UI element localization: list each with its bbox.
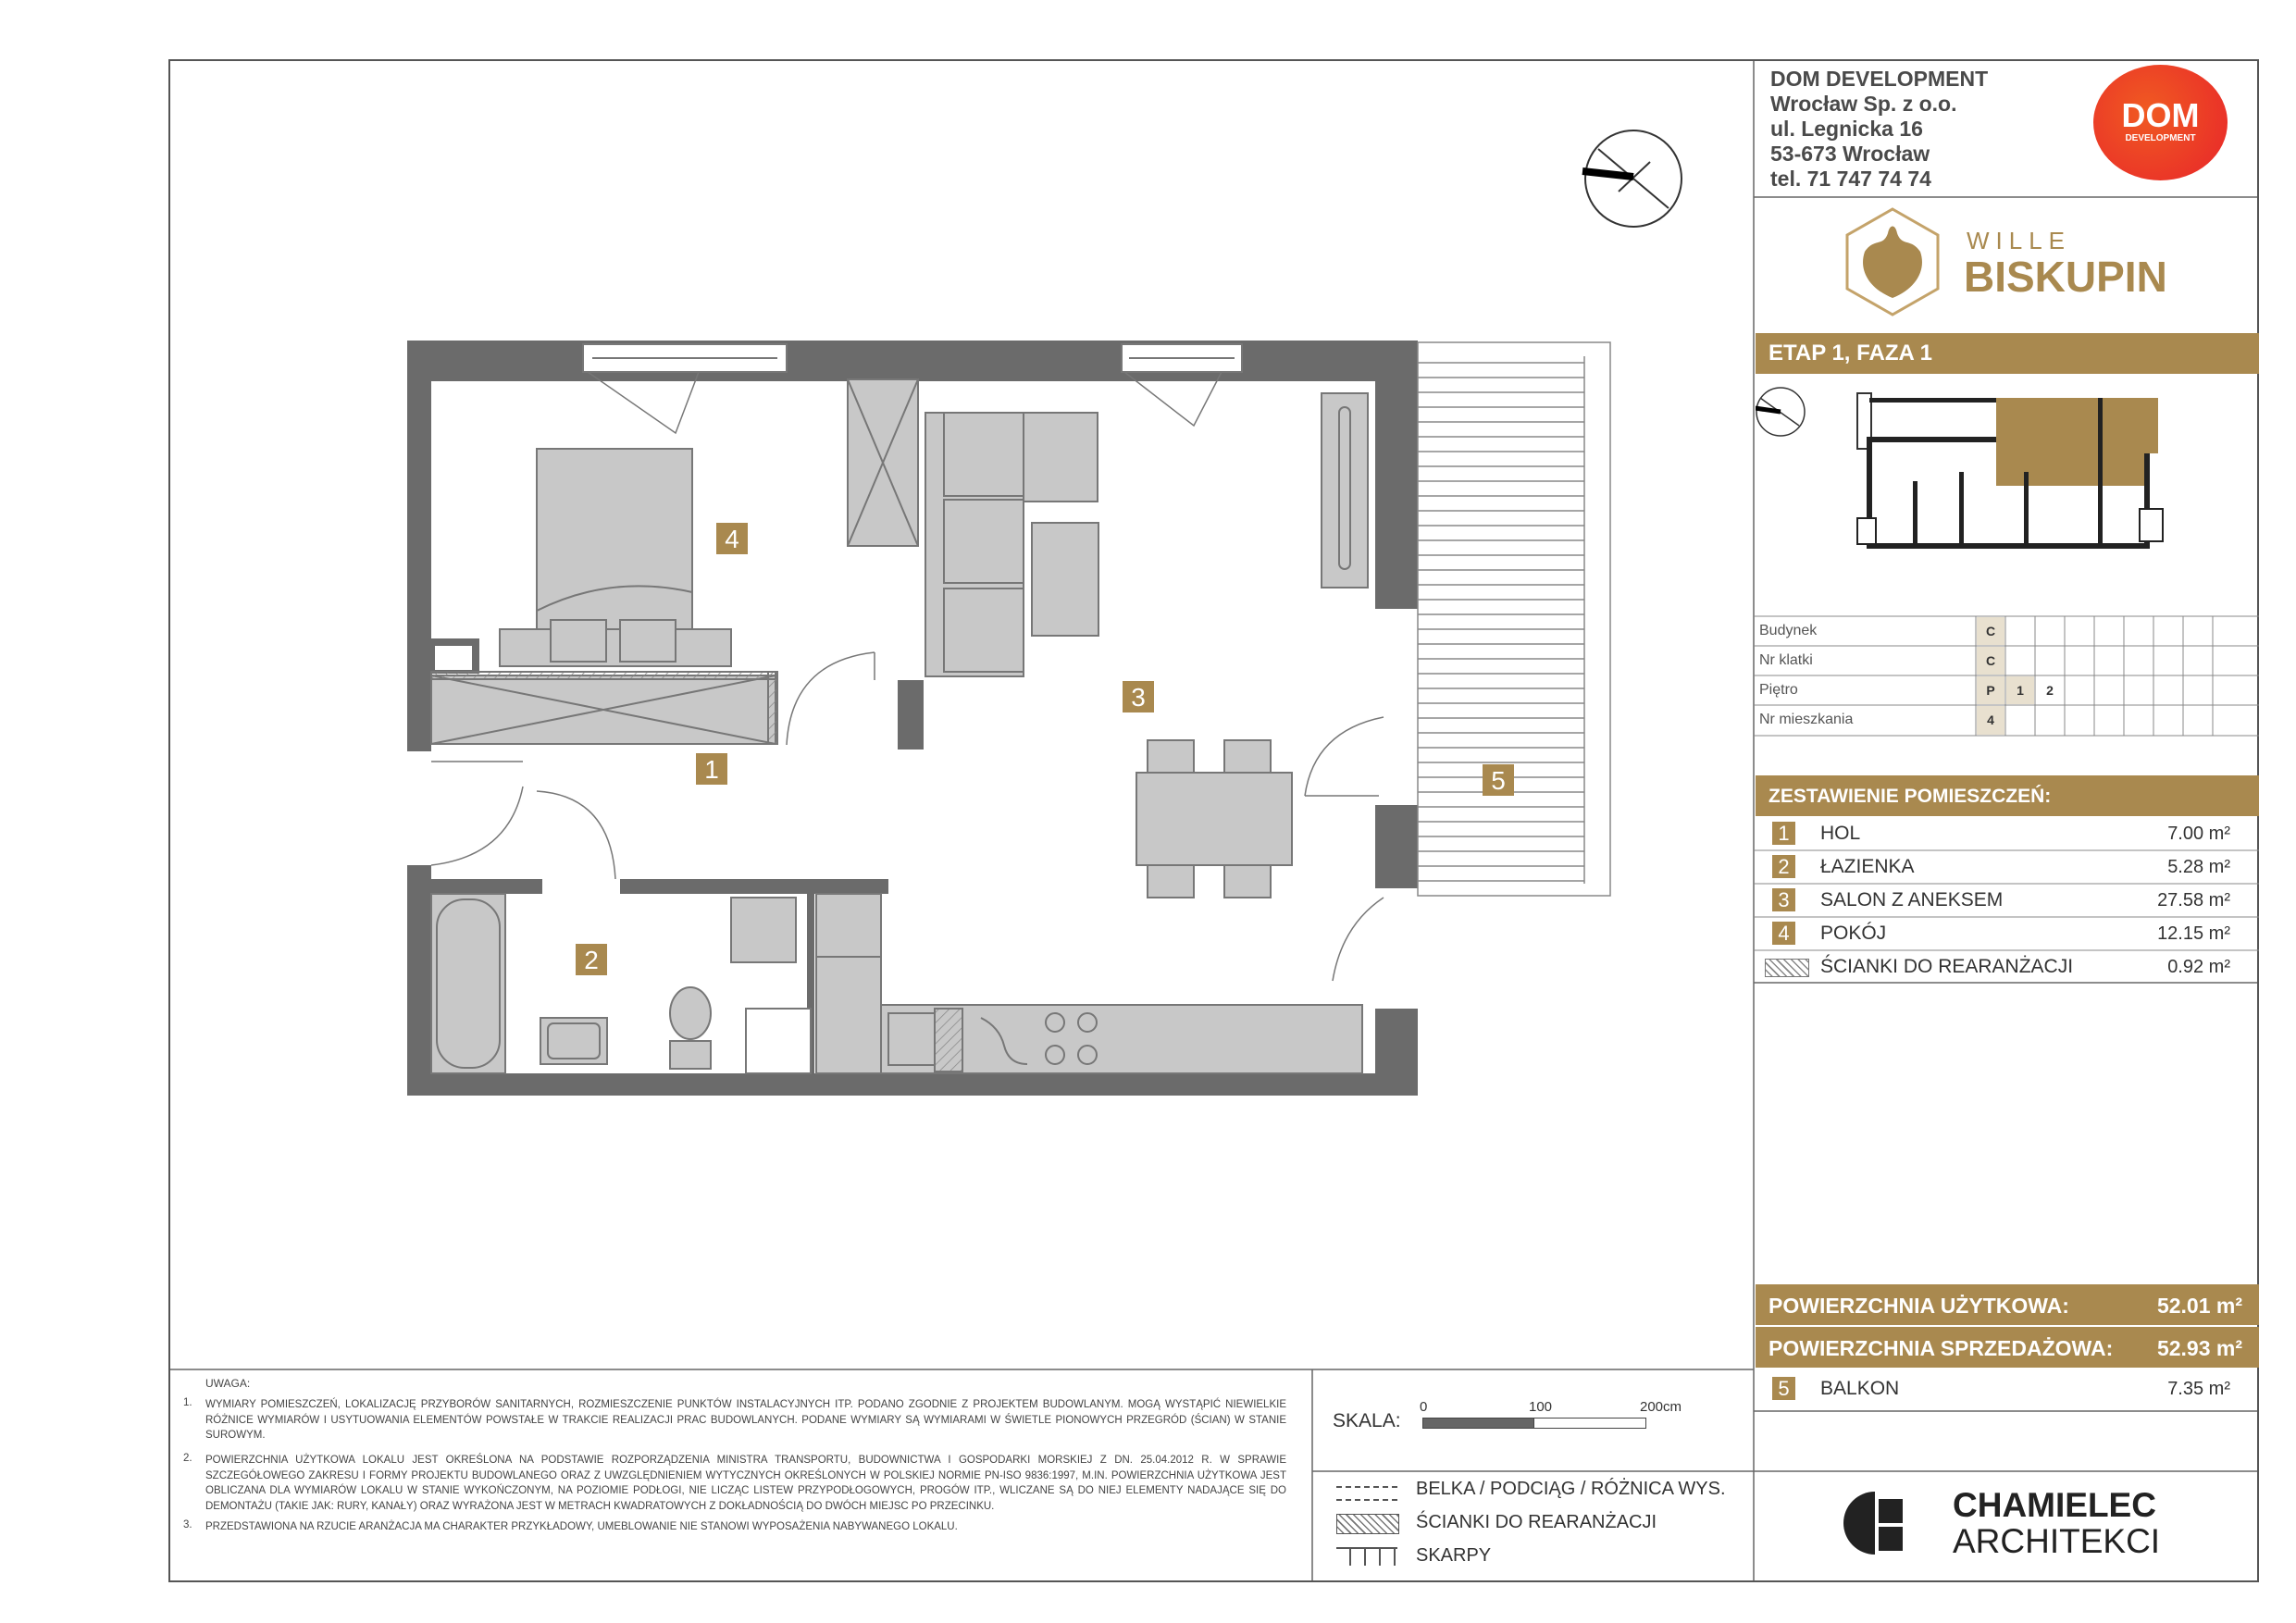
info-label-staircase: Nr klatki bbox=[1759, 652, 1813, 668]
note-number: 2. bbox=[183, 1453, 192, 1464]
rooms-header: ZESTAWIENIE POMIESZCZEŃ: bbox=[1756, 775, 2259, 816]
scale-bar-empty bbox=[1533, 1418, 1646, 1429]
company-street: ul. Legnicka 16 bbox=[1770, 117, 1923, 141]
chamielec-logo-mark bbox=[1842, 1490, 1908, 1556]
reveal-icon bbox=[1336, 1547, 1397, 1566]
dashed-lines-icon bbox=[1336, 1486, 1397, 1501]
info-value-floor-p: P bbox=[1986, 683, 1995, 698]
note-text: PRZEDSTAWIONA NA RZUCIE ARANŻACJA MA CHARAKTER PRZYKŁADOWY, UMEBLOWANIE NIE STANOWI WYPOSAŻENIA NABYWANEGO LOKALU. bbox=[205, 1521, 958, 1532]
usable-area-band bbox=[1756, 1284, 2259, 1325]
sales-area-label: POWIERZCHNIA SPRZEDAŻOWA: bbox=[1769, 1336, 2114, 1360]
company-city: 53-673 Wrocław bbox=[1770, 142, 1930, 166]
room-name: SALON Z ANEKSEM bbox=[1820, 889, 2004, 911]
info-value-floor-1: 1 bbox=[2017, 683, 2024, 698]
company-phone: tel. 71 747 74 74 bbox=[1770, 167, 1931, 191]
room-num: 1 bbox=[1772, 822, 1795, 845]
plan-label-5: 5 bbox=[1483, 764, 1514, 796]
key-plan bbox=[1756, 379, 2259, 620]
legend-reveals: SKARPY bbox=[1416, 1545, 1492, 1566]
architect-line1: CHAMIELEC bbox=[1953, 1486, 2156, 1524]
stage-band: ETAP 1, FAZA 1 bbox=[1756, 333, 2259, 374]
hatch-icon bbox=[1336, 1514, 1399, 1534]
sales-area-value: 52.93 m² bbox=[2156, 1336, 2242, 1360]
note-text: POWIERZCHNIA UŻYTKOWA LOKALU JEST OKREŚLONA NA PODSTAWIE ROZPORZĄDZENIA MINISTRA TRANSPORTU, BUDOWNICTWA I GOSPODARKI MORSKIEJ Z DN. 25.04.2012 R. W SPRAWIE SZCZEGÓŁOWEGO ZAKRESU I FORMY PROJEKTU BUDOWLANEGO ORAZ Z UWZGLĘDNIENIEM WYTYCZNYCH OKREŚLONYCH W POLSKIEJ NORMIE PN-ISO 9836:1997, M.IN. POWIERZCHNIA UŻYTKOWA JEST OBLICZANA DLA WYMIARÓW LOKALU W STANIE WYKOŃCZONYM, NA POZIOMIE PODŁOGI, NIE LICZĄC LISTEW PRZYPODŁOGOWYCH, PROGÓW ITP., WLICZANE SĄ DO NIEJ ELEMENTY NADAJĄCE SIĘ DO DEMONTAŻU (TAKIE JAK: RURY, KANAŁY) ORAZ WYRAŻONA JEST W METRACH KWADRATOWYCH Z DOKŁADNOŚCIĄ DO DWÓCH MIEJSC PO PRZECINKU. bbox=[205, 1455, 1286, 1512]
sales-area-band bbox=[1756, 1327, 2259, 1368]
company-line2: Wrocław Sp. z o.o. bbox=[1770, 92, 1957, 116]
info-label-building: Budynek bbox=[1759, 623, 1818, 638]
company-address bbox=[1770, 67, 1988, 192]
brand-top: WILLE bbox=[1967, 227, 2072, 254]
room-area: 27.58 m² bbox=[2157, 890, 2230, 911]
room-area: 12.15 m² bbox=[2157, 923, 2230, 944]
room-num: 3 bbox=[1772, 888, 1795, 911]
note-number: 3. bbox=[183, 1519, 192, 1530]
info-label-floor: Piętro bbox=[1759, 682, 1798, 698]
info-value-floor-2: 2 bbox=[2046, 683, 2054, 698]
room-num: 2 bbox=[1772, 855, 1795, 878]
legend-beam: BELKA / PODCIĄG / RÓŻNICA WYS. bbox=[1416, 1479, 1726, 1499]
rooms-separators bbox=[1754, 849, 2259, 988]
usable-area-label: POWIERZCHNIA UŻYTKOWA: bbox=[1769, 1294, 2069, 1318]
company-name: DOM DEVELOPMENT bbox=[1770, 67, 1989, 91]
room-name: HOL bbox=[1820, 823, 1861, 844]
balcony-num: 5 bbox=[1772, 1377, 1795, 1400]
architect-line2: ARCHITEKCI bbox=[1953, 1522, 2161, 1560]
usable-area-value: 52.01 m² bbox=[2156, 1294, 2242, 1318]
scale-bar bbox=[1422, 1418, 1535, 1429]
oak-leaf-icon bbox=[1842, 205, 1943, 318]
room-name: ŚCIANKI DO REARANŻACJI bbox=[1820, 956, 2074, 977]
scale-tick-0: 0 bbox=[1420, 1399, 1428, 1415]
note-number: 1. bbox=[183, 1397, 192, 1408]
room-name: POKÓJ bbox=[1820, 923, 1887, 944]
info-value-building: C bbox=[1985, 624, 1996, 638]
plan-label-4: 4 bbox=[716, 523, 748, 554]
balcony-area: 7.35 m² bbox=[2167, 1379, 2230, 1399]
room-name: ŁAZIENKA bbox=[1820, 856, 1915, 877]
plan-label-1: 1 bbox=[696, 753, 727, 785]
scale-tick-200: 200cm bbox=[1640, 1399, 1682, 1415]
legend-partitions: ŚCIANKI DO REARANŻACJI bbox=[1416, 1512, 1657, 1532]
logo-subtext: DEVELOPMENT bbox=[2125, 133, 2196, 143]
info-value-staircase: C bbox=[1985, 653, 1996, 668]
info-label-apartment: Nr mieszkania bbox=[1759, 712, 1854, 727]
plan-label-3: 3 bbox=[1123, 681, 1154, 712]
notes-title: UWAGA: bbox=[205, 1377, 251, 1390]
logo-text: DOM bbox=[2121, 96, 2200, 134]
brand-main: BISKUPIN bbox=[1964, 253, 2167, 301]
room-area: 5.28 m² bbox=[2167, 857, 2230, 877]
room-num: 4 bbox=[1772, 922, 1795, 945]
small-compass-icon bbox=[1756, 388, 1805, 436]
note-text: WYMIARY POMIESZCZEŃ, LOKALIZACJĘ PRZYBORÓW SANITARNYCH, ROZMIESZCZENIE PUNKTÓW INSTALACYJNYCH ITP. PODANO ZGODNIE Z PROJEKTEM BUDOWLANYM. MOGĄ WYSTĄPIĆ NIEWIELKIE RÓŻNICE WYMIARÓW I USYTUOWANIA ELEMENTÓW POWSTAŁE W TRAKCIE REALIZACJI PRAC BUDOWLANYCH. PODANE WYMIARY SĄ WYMIARAMI W ŚWIETLE PIONOWYCH PRZEGRÓD (ŚCIAN) W STANIE SUROWYM. bbox=[205, 1399, 1286, 1441]
scale-label: SKALA: bbox=[1333, 1410, 1401, 1431]
scale-tick-100: 100 bbox=[1529, 1399, 1553, 1415]
dom-development-logo bbox=[2093, 65, 2228, 180]
plan-label-2: 2 bbox=[576, 944, 607, 975]
info-value-apartment: 4 bbox=[1987, 712, 1994, 727]
balcony-name: BALKON bbox=[1820, 1378, 1900, 1399]
room-area: 0.92 m² bbox=[2167, 957, 2230, 977]
room-area: 7.00 m² bbox=[2167, 824, 2230, 844]
